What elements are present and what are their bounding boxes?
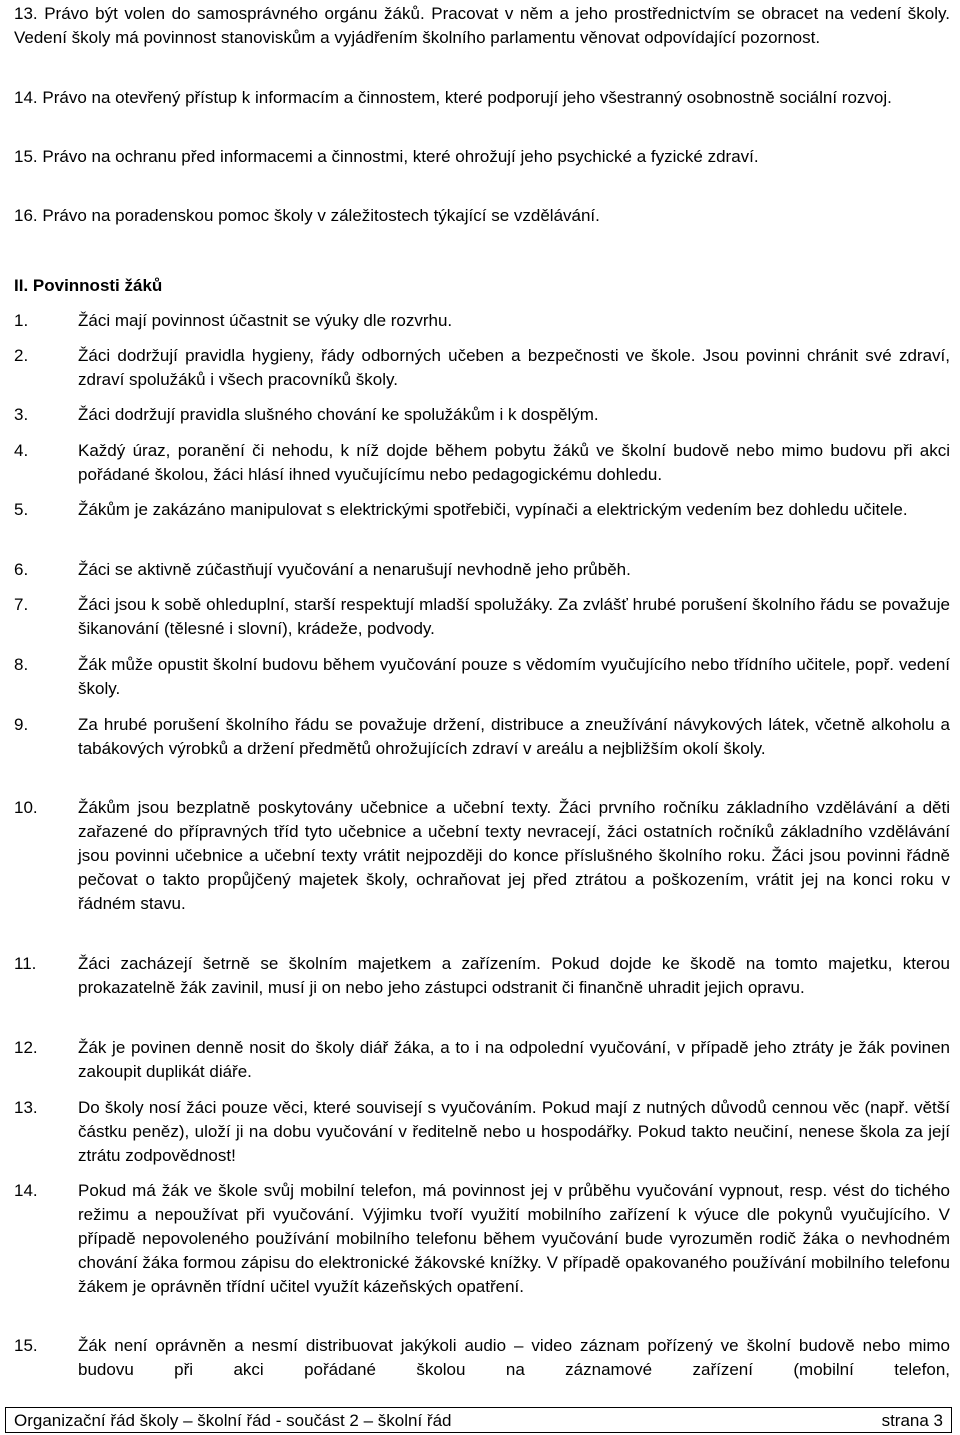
footer-title: Organizační řád školy – školní řád - součást 2 – školní řád (14, 1411, 452, 1430)
duty-item: 10. Žákům jsou bezplatně poskytovány učebnice a učební texty. Žáci prvního ročníku základního vzdělávání a děti zařazené do přípravných tříd tyto učebnice a učební texty nevracejí, žáci ostatních ročníků základního vzdělávání jsou povinni učebnice a učební texty vrátit nejpozději do konce příslušného školního roku. Žáci jsou povinni řádně pečovat o takto propůjčený majetek školy, ochraňovat jej před ztrátou a poškozením, vrátit jej na konci roku v řádném stavu. (14, 798, 950, 913)
duty-item: 8. Žák může opustit školní budovu během vyučování pouze s vědomím vyučujícího nebo třídního učitele, popř. vedení školy. (14, 655, 950, 698)
page-footer (5, 1407, 952, 1433)
right-text: 14. Právo na otevřený přístup k informacím a činnostem, které podporují jeho všestranný osobnostně sociální rozvoj. (14, 88, 892, 107)
right-item-16 (14, 204, 950, 228)
duty-item: 9. Za hrubé porušení školního řádu se považuje držení, distribuce a zneužívání návykových látek, včetně alkoholu a tabákových výrobků a držení předmětů ohrožujících zdraví v areálu a nejbližším okolí školy. (14, 715, 950, 758)
duty-item: 2. Žáci dodržují pravidla hygieny, řády odborných učeben a bezpečnosti ve škole. Jsou povinni chránit své zdraví, zdraví spolužáků i všech pracovníků školy. (14, 346, 950, 389)
duty-item: 11. Žáci zacházejí šetrně se školním majetkem a zařízením. Pokud dojde ke škodě na tomto majetku, kterou prokazatelně žák zavinil, musí ji on nebo jeho zástupci odstranit či finančně uhradit jejich opravu. (14, 954, 950, 997)
duty-item: 4. Každý úraz, poranění či nehodu, k níž dojde během pobytu žáků ve školní budově nebo mimo budovu při akci pořádané školou, žáci hlásí ihned vyučujícímu nebo pedagogickému dohledu. (14, 441, 950, 484)
duty-item: 3. Žáci dodržují pravidla slušného chování ke spolužákům i k dospělým. (14, 405, 599, 424)
right-item-13 (14, 2, 950, 50)
duty-item: 1. Žáci mají povinnost účastnit se výuky dle rozvrhu. (14, 311, 453, 330)
duty-item: 5. Žákům je zakázáno manipulovat s elektrickými spotřebiči, vypínači a elektrickým vedením bez dohledu učitele. (14, 500, 908, 519)
section-heading: II. Povinnosti žáků (14, 276, 163, 295)
duty-item: 13. Do školy nosí žáci pouze věci, které souvisejí s vyučováním. Pokud mají z nutných důvodů cennou věc (např. větší částku peněz), uloží ji na dobu vyučování v ředitelně nebo u hospodářky. Pokud takto neučiní, nenese škola za její ztrátu zodpovědnost! (14, 1098, 950, 1165)
right-item-14 (14, 86, 950, 110)
right-item-15 (14, 145, 950, 169)
duty-item: 7. Žáci jsou k sobě ohleduplní, starší respektují mladší spolužáky. Za zvlášť hrubé porušení školního řádu se považuje šikanování (tělesné i slovní), krádeže, podvody. (14, 595, 950, 638)
duty-item: 14. Pokud má žák ve škole svůj mobilní telefon, má povinnost jej v průběhu vyučování vypnout, resp. vést do tichého režimu a nepoužívat při vyučování. Výjimku tvoří využití mobilního zařízení k výuce dle pokynů vyučujícího. V případě nepovoleného používání mobilního telefonu během vyučování bude vyrozuměn rodič žáka o nevhodném chování žáka formou zápisu do elektronické žákovské knížky. V případě opakovaného používání mobilního telefonu žákem je oprávněn třídní učitel využít kázeňských opatření. (14, 1181, 950, 1296)
duty-item: 15. Žák není oprávněn a nesmí distribuovat jakýkoli audio – video záznam pořízený ve školní budově nebo mimo budovu při akci pořádané školou na záznamové zařízení (mobilní telefon, (14, 1336, 950, 1379)
page-number: strana 3 (881, 1411, 943, 1430)
right-text: 13. Právo být volen do samosprávného orgánu žáků. Pracovat v něm a jeho prostřednictvím se obracet na vedení školy. Vedení školy má povinnost stanoviskům a vyjádřením školního parlamentu věnovat odpovídající pozornost. (14, 4, 950, 47)
right-text: 16. Právo na poradenskou pomoc školy v záležitostech týkající se vzdělávání. (14, 206, 600, 225)
right-text: 15. Právo na ochranu před informacemi a činnostmi, které ohrožují jeho psychické a fyzické zdraví. (14, 147, 759, 166)
duty-item: 6. Žáci se aktivně zúčastňují vyučování a nenarušují nevhodně jeho průběh. (14, 560, 631, 579)
duty-item: 12. Žák je povinen denně nosit do školy diář žáka, a to i na odpolední vyučování, v případě jeho ztráty je žák povinen zakoupit duplikát diáře. (14, 1038, 950, 1081)
